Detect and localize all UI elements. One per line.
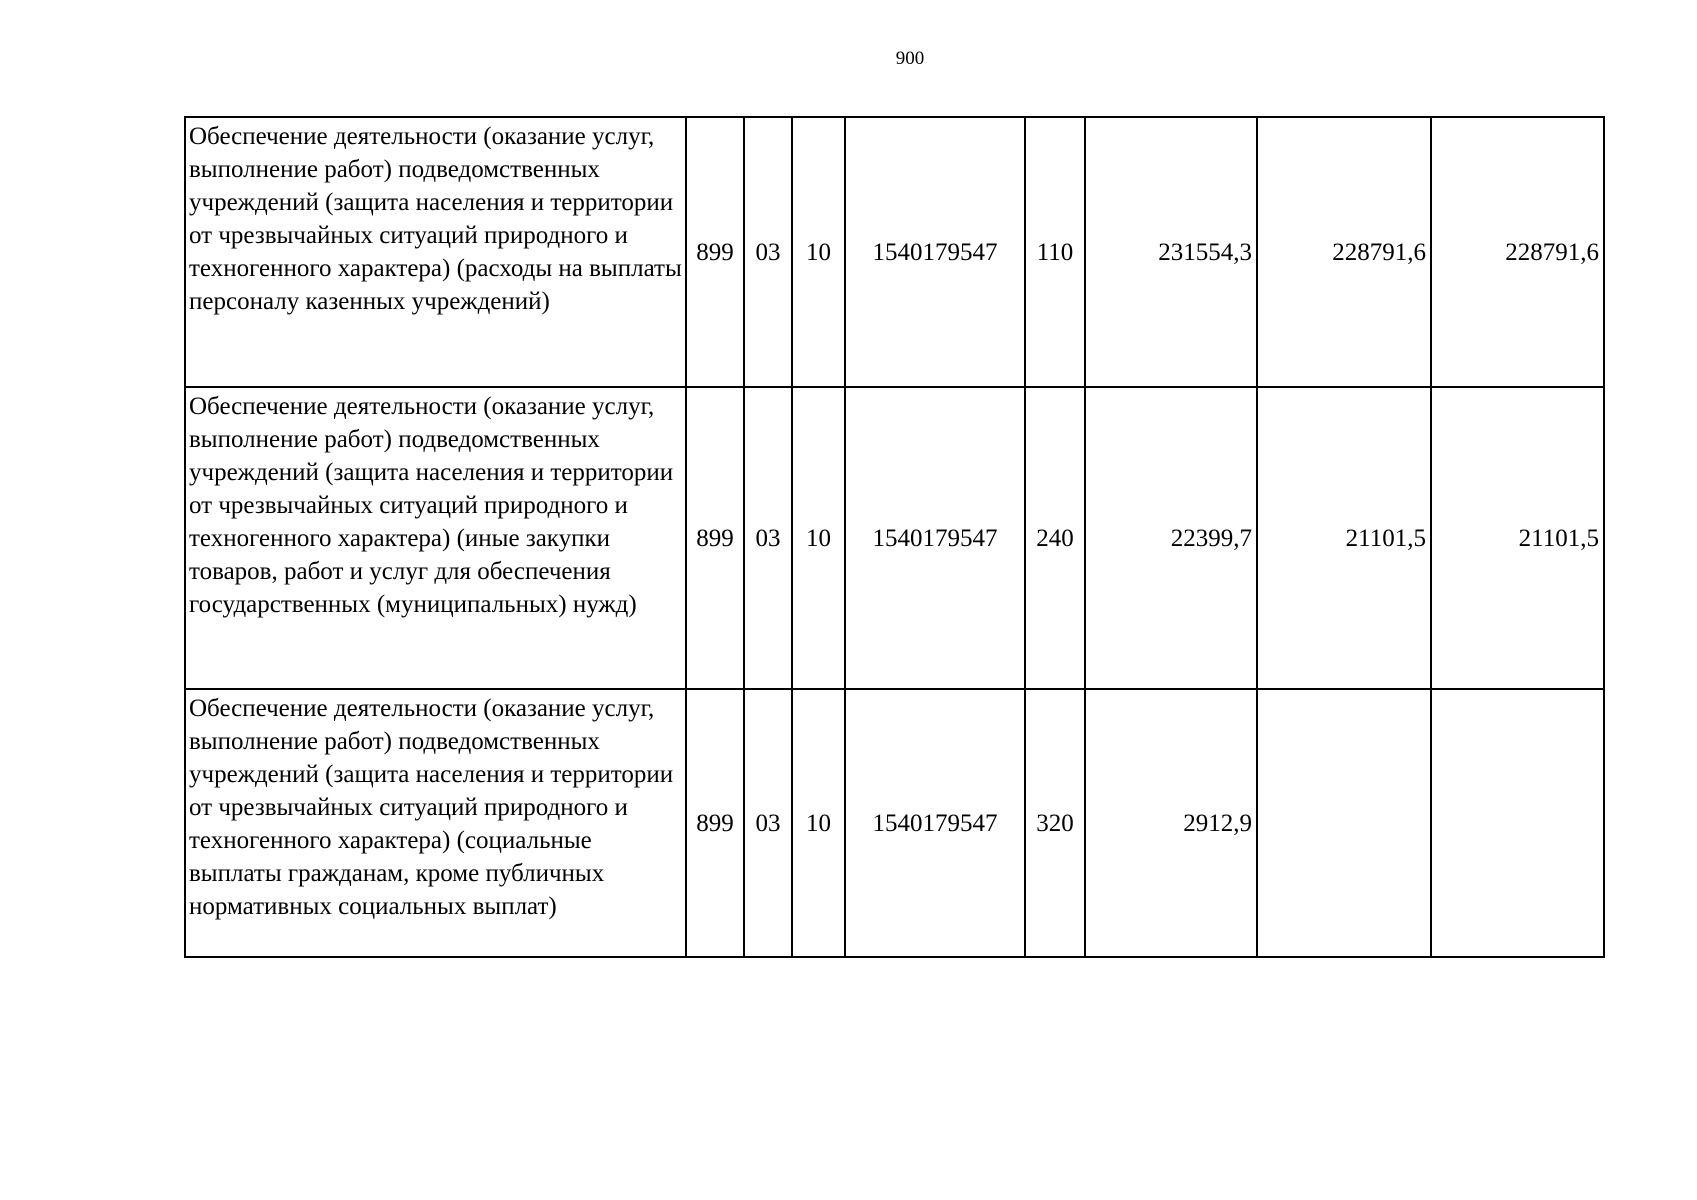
amount-3: 21101,5 — [1431, 387, 1604, 689]
ministry-code: 899 — [686, 117, 744, 387]
subsection-code: 10 — [792, 387, 845, 689]
amount-1: 231554,3 — [1085, 117, 1257, 387]
row-description: Обеспечение деятельности (оказание услуг, выполнение работ) подведомственных учреждений (защита населения и территории от чрезвычайных ситуаций природного и техногенного характера) (социальные выплаты гражданам, кроме публичных нормативных социальных выплат) — [185, 689, 686, 957]
table-row — [185, 689, 1604, 957]
amount-2: 21101,5 — [1257, 387, 1431, 689]
target-item-code: 1540179547 — [845, 689, 1025, 957]
section-code: 03 — [744, 689, 792, 957]
subsection-code: 10 — [792, 689, 845, 957]
page-number: 900 — [895, 48, 925, 69]
amount-1: 22399,7 — [1085, 387, 1257, 689]
amount-2 — [1257, 689, 1431, 957]
ministry-code: 899 — [686, 689, 744, 957]
row-description: Обеспечение деятельности (оказание услуг, выполнение работ) подведомственных учреждений (защита населения и территории от чрезвычайных ситуаций природного и техногенного характера) (иные закупки товаров, работ и услуг для обеспечения государственных (муниципальных) нужд) — [185, 387, 686, 689]
section-code: 03 — [744, 117, 792, 387]
row-description: Обеспечение деятельности (оказание услуг, выполнение работ) подведомственных учреждений (защита населения и территории от чрезвычайных ситуаций природного и техногенного характера) (расходы на выплаты персоналу казенных учреждений) — [185, 117, 686, 387]
expense-type-code: 110 — [1025, 117, 1085, 387]
amount-3: 228791,6 — [1431, 117, 1604, 387]
subsection-code: 10 — [792, 117, 845, 387]
table-row — [185, 387, 1604, 689]
budget-table — [184, 116, 1605, 958]
amount-3 — [1431, 689, 1604, 957]
section-code: 03 — [744, 387, 792, 689]
amount-2: 228791,6 — [1257, 117, 1431, 387]
expense-type-code: 320 — [1025, 689, 1085, 957]
table-row — [185, 117, 1604, 387]
amount-1: 2912,9 — [1085, 689, 1257, 957]
target-item-code: 1540179547 — [845, 387, 1025, 689]
target-item-code: 1540179547 — [845, 117, 1025, 387]
expense-type-code: 240 — [1025, 387, 1085, 689]
ministry-code: 899 — [686, 387, 744, 689]
